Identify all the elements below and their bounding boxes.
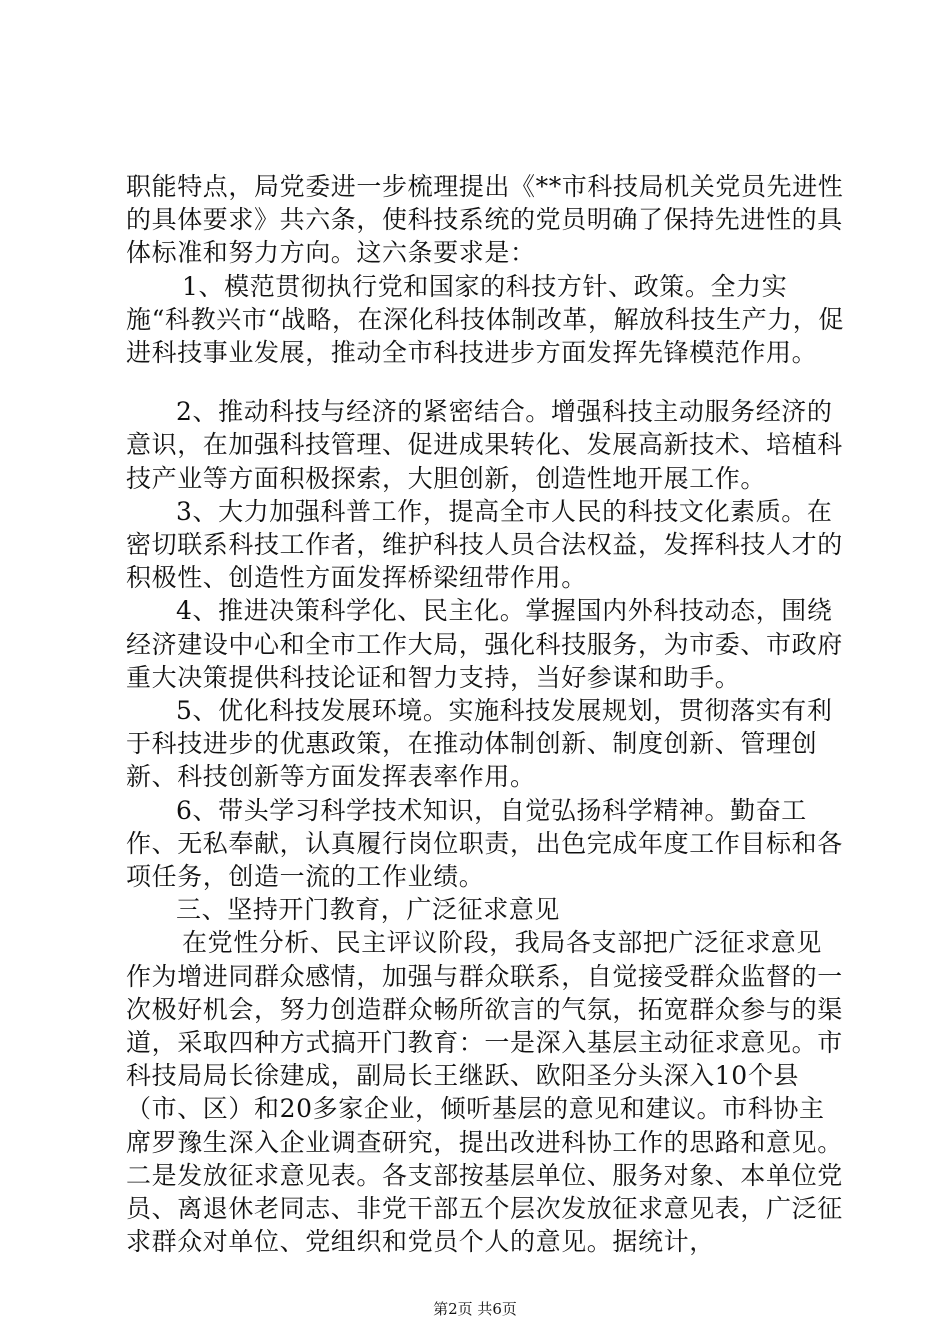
document-body <box>126 170 846 1259</box>
paragraph-requirement-1: 1、模范贯彻执行党和国家的科技方针、政策。全力实施“科教兴市“战略，在深化科技体制改革，解放科技生产力，促进科技事业发展，推动全市科技进步方面发挥先锋模范作用。 <box>126 271 844 368</box>
paragraph-open-education: 在党性分析、民主评议阶段，我局各支部把广泛征求意见作为增进同群众感情，加强与群众联系，自觉接受群众监督的一次极好机会，努力创造群众畅所欲言的气氛，拓宽群众参与的渠道，采取四种方式搞开门教育：一是深入基层主动征求意见。市科技局局长徐建成，副局长王继跃、欧阳圣分头深入10个县（市、区）和20多家企业，倾听基层的意见和建议。市科协主席罗豫生深入企业调查研究，提出改进科协工作的思路和意见。二是发放征求意见表。各支部按基层单位、服务对象、本单位党员、离退休老同志、非党干部五个层次发放征求意见表，广泛征求群众对单位、党组织和党员个人的意见。据统计， <box>126 928 843 1257</box>
paragraph-requirement-6: 6、带头学习科学技术知识，自觉弘扬科学精神。勤奋工作、无私奉献，认真履行岗位职责，出色完成年度工作目标和各项任务，创造一流的工作业绩。 <box>126 795 843 892</box>
paragraph-requirement-5: 5、优化科技发展环境。实施科技发展规划，贯彻落实有利于科技进步的优惠政策，在推动体制创新、制度创新、管理创新、科技创新等方面发挥表率作用。 <box>126 696 833 792</box>
section-heading: 三、坚持开门教育，广泛征求意见 <box>176 895 561 925</box>
paragraph-gap <box>126 369 846 395</box>
paragraph-intro: 职能特点，局党委进一步梳理提出《**市科技局机关党员先进性的具体要求》共六条，使科技系统的党员明确了保持先进性的具体标准和努力方向。这六条要求是： <box>126 172 844 268</box>
paragraph-requirement-2: 2、推动科技与经济的紧密结合。增强科技主动服务经济的意识，在加强科技管理、促进成果转化、发展高新技术、培植科技产业等方面积极探索，大胆创新，创造性地开展工作。 <box>126 397 843 493</box>
paragraph-requirement-3: 3、大力加强科普工作，提高全市人民的科技文化素质。在密切联系科技工作者，维护科技人员合法权益，发挥科技人才的积极性、创造性方面发挥桥梁纽带作用。 <box>126 496 843 593</box>
paragraph-requirement-4: 4、推进决策科学化、民主化。掌握国内外科技动态，围绕经济建设中心和全市工作大局，强化科技服务，为市委、市政府重大决策提供科技论证和智力支持，当好参谋和助手。 <box>126 596 843 692</box>
page-footer: 第2页 共6页 <box>433 1300 517 1318</box>
